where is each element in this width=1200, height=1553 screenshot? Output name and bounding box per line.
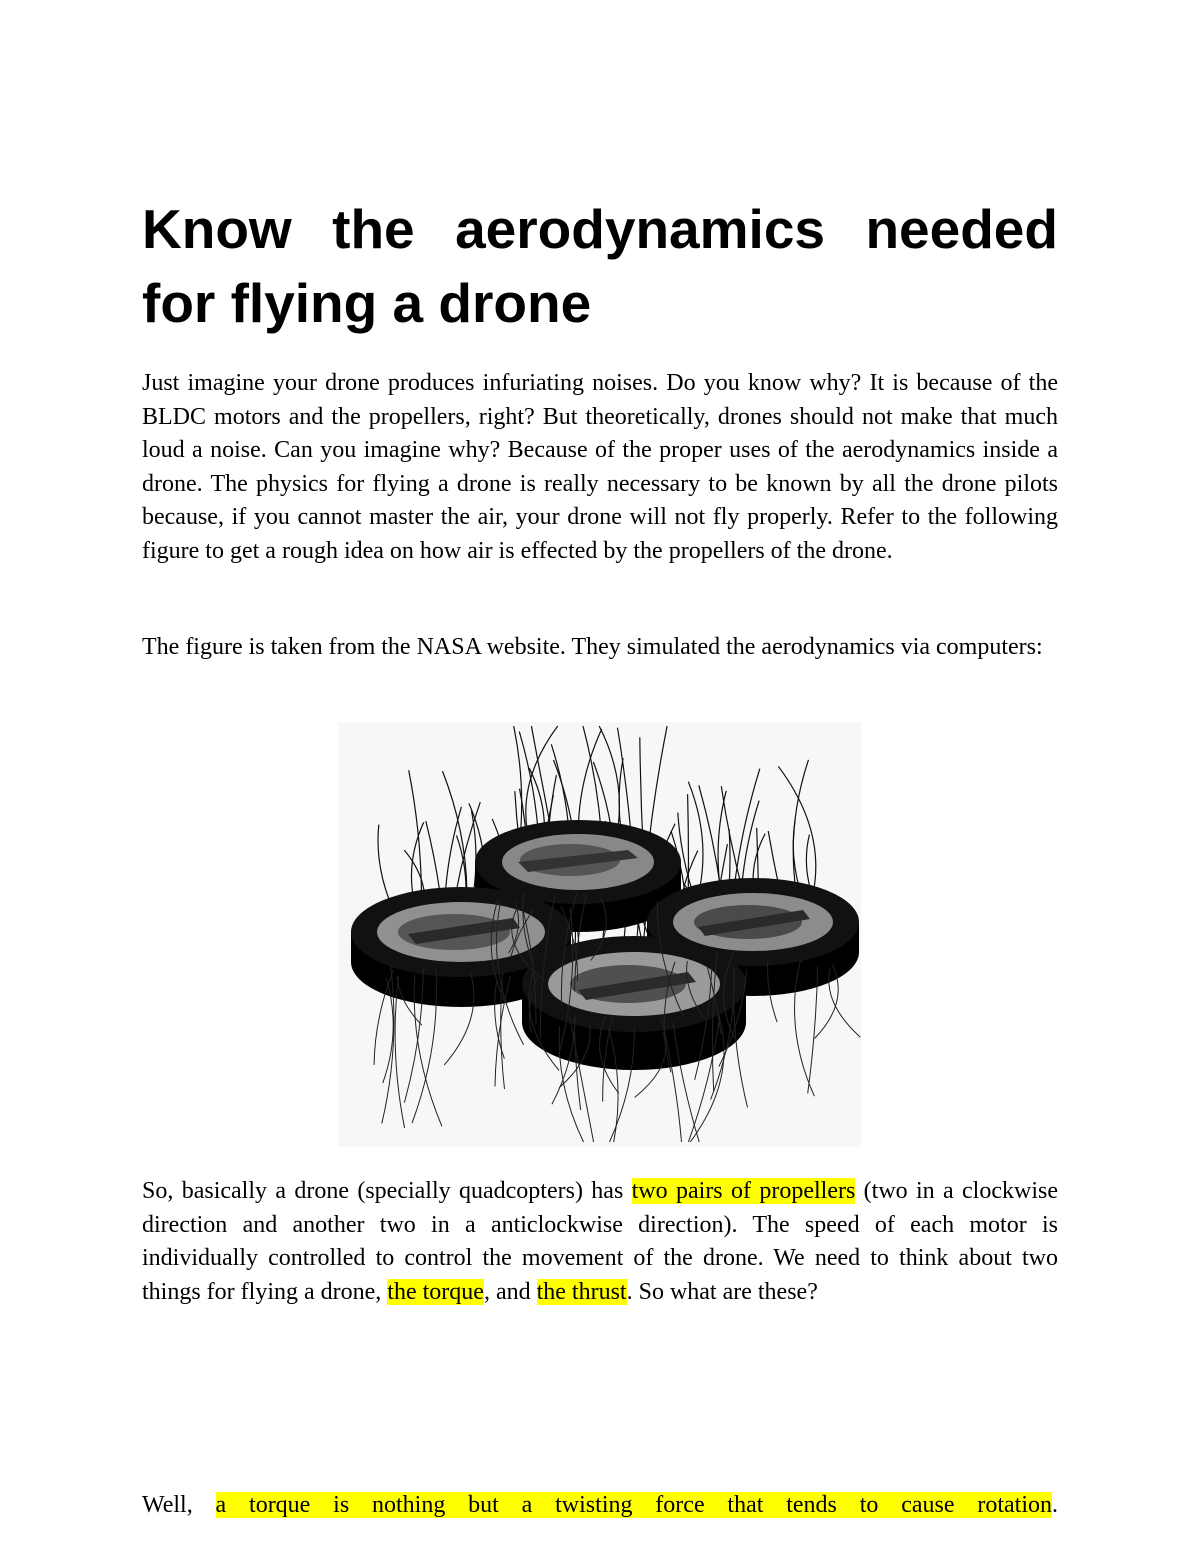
highlight-thrust: the thrust: [536, 1278, 627, 1305]
highlight-torque: the torque: [387, 1278, 484, 1305]
highlight-two-pairs: two pairs of propellers: [631, 1178, 856, 1204]
propellers-paragraph: So, basically a drone (specially quadcopters) has two pairs of propellers (two in a clockwise direction and another two in a anticlockwise direction). The speed of each motor is individually controlled to control the movement of the drone. We need to think about two things for flying a drone, the torque, and the thrust. So what are these?: [142, 1178, 1058, 1305]
intro-paragraph: Just imagine your drone produces infuriating noises. Do you know why? It is because of the BLDC motors and the propellers, right? But theoretically, drones should not make that much loud a noise. Can you imagine why? Because of the proper uses of the aerodynamics inside a drone. The physics for flying a drone is really necessary to be known by all the drone pilots because, if you cannot master the air, your drone will not fly properly. Refer to the following figure to get a rough idea on how air is effected by the propellers of the drone.: [142, 370, 1058, 564]
nasa-figure-paragraph: The figure is taken from the NASA website. They simulated the aerodynamics via computers:: [142, 634, 1043, 660]
highlight-torque-definition: a torque is nothing but a twisting force that tends to cause rotation: [215, 1492, 1052, 1518]
quadcopter-airflow-figure: [338, 722, 861, 1147]
torque-paragraph: Well, a torque is nothing but a twisting force that tends to cause rotation.: [142, 1492, 1058, 1518]
page-title: Know the aerodynamics needed for flying a drone: [142, 198, 1058, 334]
document-page: [142, 0, 1058, 1553]
